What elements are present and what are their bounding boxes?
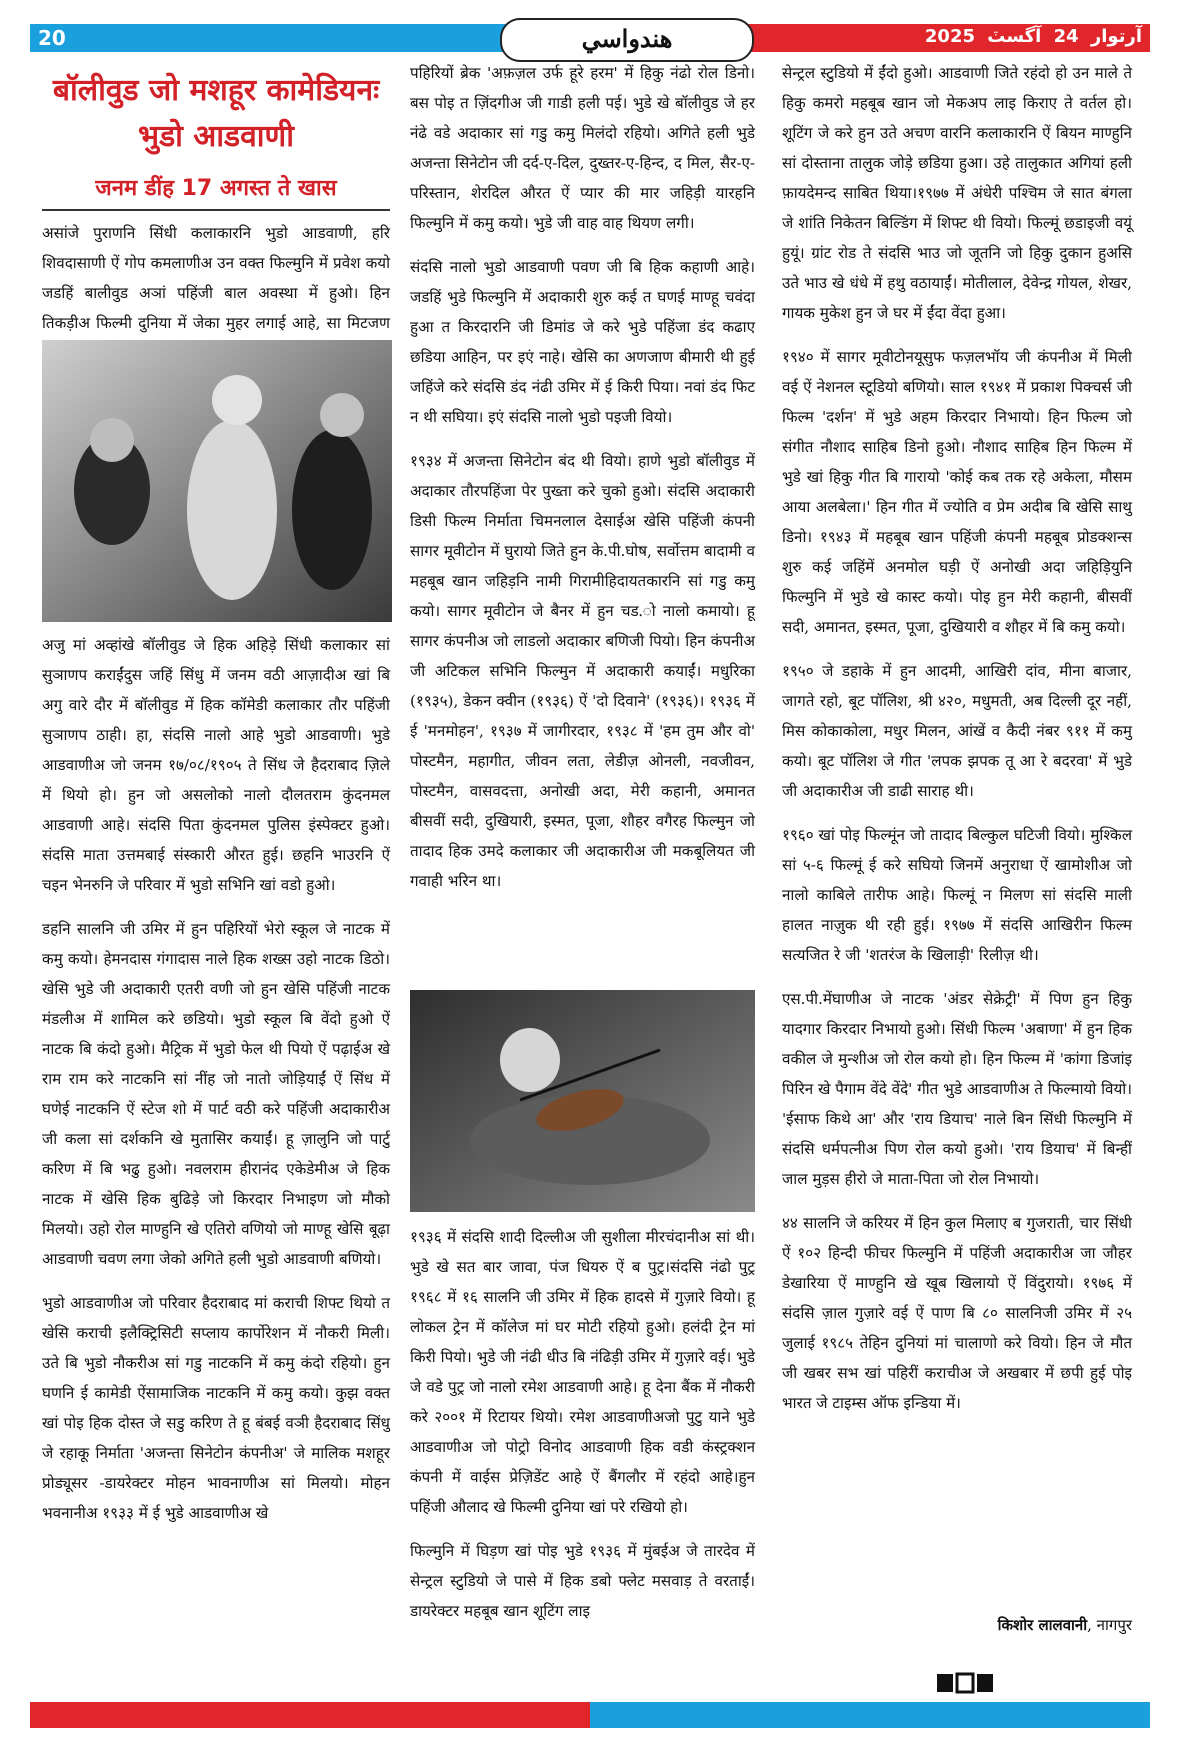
paragraph: संदसि नालो भुडो आडवाणी पवण जी बि हिक कहाणी आहे। जडहिं भुडे फिल्मुनि में अदाकारी शुरु कई त घणई माण्हू चवंदा हुआ त किरदारनि जी डिमांड जे करे भुडे पहिंजा डंद कढाए छडिया आहिन, पर इएं नाहे। खेसि का अणजाण बीमारी थी हुई जहिंजे करे संदसि डंद नंढी उमिर में ई किरी पिया। नवां डंद फिट न थी सघिया। इएं संदसि नालो भुडो पइजी वियो। — [410, 258, 755, 426]
column-1-body — [42, 630, 390, 1542]
column-3 — [782, 58, 1132, 1432]
paragraph: सेन्ट्रल स्टुडियो में ईंदो हुओ। आडवाणी जिते रहंदो हो उन माले ते हिकु कमरो महबूब खान जो मेकअप लाइ किराए ते वर्तल हो। शूटिंग जे करे हुन उते अचण वारनि कलाकारनि ऐं बियन माण्हुनि सां दोस्ताना तालुक जोड़े छडिया हुआ। उहे तालुकात अगियां हली फ़ायदेमन्द साबित थिया।१९७७ में अंधेरी पश्चिम जे सात बंगला जे शांति निकेतन बिल्डिंग में शिफ्ट थी वियो। फिल्मूं छडाइजी वयूं हुयूं। ग्रांट रोड ते संदसि भाउ जो जूतनि जो हिकु दुकान हुअसि उते भाउ खे धंधे में हथु वठायाईं। मोतीलाल, देवेन्द्र गोयल, शेखर, गायक मुकेश हुन जे घर में ईंदा वेंदा हुआ। — [782, 64, 1132, 322]
paragraph: पहिरियों ब्रेक 'अफ़ज़ल उर्फ हूरे हरम' में हिकु नंढो रोल डिनो। बस पोइ त ज़िंदगीअ जी गाडी हली पई। भुडे खे बॉलीवुड जे हर नंढे वडे अदाकार सां गडु कमु मिलंदो रहियो। अगिते हली भुडे अजन्ता सिनेटोन जी दर्द-ए-दिल, दुख्तर-ए-हिन्द, द मिल, सैर-ए-परिस्तान, शेरदिल औरत ऐं प्यार की मार जहिड़ी यारहनि फिल्मुनि में कमु कयो। भुडे जी वाह वाह थियण लगी। — [410, 64, 755, 232]
paragraph: १९३६ में संदसि शादी दिल्लीअ जी सुशीला मीरचंदानीअ सां थी। भुडे खे सत बार जावा, पंज धियरु ऐं ब पुट्र।संदसि नंढो पुट्र १९६८ में १६ सालनि जी उमिर में हिक हादसे में गुज़ारे वियो। हू लोकल ट्रेन में कॉलेज मां घर मोटी रहियो हुओ। हलंदी ट्रेन मां किरी पियो। भुडे जी नंढी धीउ बि नंढिड़ी उमिर में गुज़ारे वई। भुडे जे वडे पुट्र जो नालो रमेश आडवाणी आहे। हू देना बैंक में नौकरी करे २००१ में रिटायर थियो। रमेश आडवाणीअजो पुटु याने भुडे आडवाणीअ जो पोट्रो विनोद आडवाणी हिक वडी कंस्ट्रक्शन कंपनी में वाईस प्रेज़िडेंट आहे ऐं बैंगलौर में रहंदो आहे।हुन पहिंजी औलाद खे फिल्मी दुनिया खां परे रखियो हो। — [410, 1228, 755, 1516]
paragraph: भुडो आडवाणीअ जो परिवार हैदराबाद मां कराची शिफ्ट थियो त खेसि कराची इलैक्ट्रिसिटी सप्लाय कार्पोरेशन में नौकरी मिली। उते बि भुडो नौकरीअ सां गडु नाटकनि में कमु कंदो रहियो। हुन घणनि ई कामेडी ऐंसामाजिक नाटकनि में कमु कयो। कुझ वक्त खां पोइ हिक दोस्त जे सडु करिण ते हू बंबई वञी हैदराबाद सिंधु जे रहाकू निर्माता 'अजन्ता सिनेटोन कंपनीअ' जे मालिक मशहूर प्रोड्यूसर -डायरेक्टर मोहन भावनाणीअ सां मिलयो। मोहन भवनानीअ १९३३ में ई भुडे आडवाणीअ खे — [42, 1294, 390, 1522]
paragraph: असांजे पुराणनि सिंधी कलाकारनि भुडो आडवाणी, हरि शिवदासाणी ऐं गोप कमलाणीअ उन वक्त फिल्मुनि में प्रवेश कयो जडहिं बालीवुड अञां पहिंजी बाल अवस्था में हुओ। हिन तिकड़ीअ फिल्मी दुनिया में जेका मुहर लगाई आहे, सा मिटजण — [42, 224, 390, 332]
paragraph: १९६० खां पोइ फिल्मूंन जो तादाद बिल्कुल घटिजी वियो। मुश्किल सां ५-६ फिल्मूं ई करे सघियो जिनमें अनुराधा ऐं खामोशीअ जो नालो काबिले तारीफ आहे। फिल्मूं न मिलण सां संदसि माली हालत नाज़ुक थी रही हुई। १९७७ में संदसि आखिरीन फिल्म सत्यजित रे जी 'शतरंज के खिलाड़ी' रिलीज़ थी। — [782, 826, 1132, 964]
paragraph: १९५० जे डहाके में हुन आदमी, आखिरी दांव, मीना बाजार, जागते रहो, बूट पॉलिश, श्री ४२०, मधुमती, अब दिल्ली दूर नहीं, मिस कोकाकोला, मधुर मिलन, आंखें व कैदी नंबर ९११ में कमु कयो। बूट पॉलिश जे गीत 'लपक झपक तू आ रे बदरवा' में भुडे जी अदाकारीअ जी डाढी साराह थी। — [782, 662, 1132, 800]
title-divider — [42, 209, 390, 211]
author-name: किशोर लालवानी — [997, 1616, 1088, 1634]
column-2-bottom — [410, 1222, 755, 1640]
paragraph: १९३४ में अजन्ता सिनेटोन बंद थी वियो। हाणे भुडो बॉलीवुड में अदाकार तौरपहिंजा पेर पुख्ता करे चुको हुओ। संदसि अदाकारी डिसी फिल्म निर्माता चिमनलाल देसाईअ खेसि पहिंजी कंपनी सागर मूवीटोन में घुरायो जिते हुन के.पी.घोष, सर्वोत्तम बादामी व महबूब खान जहिड़नि नामी गिरामीहिदायतकारनि सां गडु कमु कयो। सागर मूवीटोन जे बैनर में हुन चड.ो नालो कमायो। हू सागर कंपनीअ जो लाडलो अदाकार बणिजी पियो। हिन कंपनीअ जी अटिकल सभिनि फिल्मुन में अदाकारी कयाईं। मधुरिका (१९३५), डेकन क्वीन (१९३६) ऐं 'दो दिवाने' (१९३६)। १९३६ में ई 'मनमोहन', १९३७ में जागीरदार, १९३८ में 'हम तुम और वो' पोस्टमैन, महागीत, जीवन लता, लेडीज़ ओनली, नवजीवन, पोस्टमैन, वासवदत्ता, अनोखी अदा, मेरी कहानी, अमानत बीसवीं सदी, दुखियारी, इस्मत, पूजा, शौहर वगैरह फिल्मुन जो तादाद हिक उमदे कलाकार जी अदाकारीअ जी मकबूलियत जी गवाही भरिन था। — [410, 452, 755, 890]
paragraph: १९४० में सागर मूवीटोनयूसुफ फज़लभॉय जी कंपनीअ में मिली वई ऐं नेशनल स्टूडियो बणियो। साल १९४१ में प्रकाश पिक्चर्स जी फिल्म 'दर्शन' में भुडे अहम किरदार निभायो। हिन फिल्म जो संगीत नौशाद साहिब डिनो हुओ। नौशाद साहिब हिन फिल्म में भुडे खां हिकु गीत बि गारायो 'कोई कब तक रहे अकेला, मौसम आया अलबेला।' हिन गीत में ज्योति व प्रेम अदीब बि खेसि साथु डिनो। १९४३ में महबूब खान पहिंजी कंपनी महबूब प्रोडक्शन्स शुरु कई जहिंमें अनमोल घड़ी ऐं अनोखी अदा जहिड़ियुनि फिल्मुनि में भुडे खे कास्ट कयो। पोइ हुन मेरी कहानी, बीसवीं सदी, अमानत, इस्मत, पूजा, दुखियारी व शौहर में बि कमु कयो। — [782, 348, 1132, 636]
author-place: , नागपुर — [1087, 1616, 1132, 1634]
paragraph: फिल्मुनि में घिड़ण खां पोइ भुडे १९३६ में मुंबईअ जे तारदेव में सेन्ट्रल स्टुडियो जे पासे में हिक डबो फ्लेट मसवाड़ ते वरताईं। डायरेक्टर महबूब खान शूटिंग लाइ — [410, 1542, 755, 1620]
author-byline — [782, 1615, 1132, 1635]
paragraph: अजु मां अव्हांखे बॉलीवुड जे हिक अहिड़े सिंधी कलाकार सां सुञाणप कराईंदुस जहिं सिंधु में जनम वठी आज़ादीअ खां बि अगु वारे दौर में बॉलीवुड में हिक कॉमेडी कलाकार तौर पहिंजी सुञाणप ठाही। हा, संदसि नालो आहे भुडो आडवाणी। भुडे आडवाणीअ जो जनम १७/०८/१९०५ ते सिंध जे हैदराबाद ज़िले में थियो हो। हुन जो असलोको नालो दौलतराम कुंदनमल आडवाणी आहे। संदसि पिता कुंदनमल पुलिस इंस्पेक्टर हुओ। संदसि माता उत्तमबाई संस्कारी औरत हुई। छहनि भाउरनि ऐं चइन भेनरुनि जे परिवार में भुडो सभिनि खां वडो हुओ। — [42, 636, 390, 894]
end-mark-icon — [935, 1670, 995, 1696]
page-number: 20 — [38, 26, 66, 50]
film-still-photo-2 — [410, 990, 755, 1212]
paragraph: डहनि सालनि जी उमिर में हुन पहिरियों भेरो स्कूल जे नाटक में कमु कयो। हेमनदास गंगादास नाले हिक शख्स उहो नाटक डिठो। खेसि भुडे जी अदाकारी एतरी वणी जो हुन खेसि पहिंजी नाटक मंडलीअ में शामिल करे छडियो। भुडो स्कूल बि वेंदो हुओ ऐं नाटक बि कंदो हुओ। मैट्रिक में भुडो फेल थी पियो ऐं पढ़ाईअ खे राम राम करे नाटकनि सां नींह जो नातो जोड़ियाईं ऐं सिंध में घणेई नाटकनि ऐं स्टेज शो में पार्ट वठी करे पहिंजी अदाकारीअ जी कला सां दर्शकनि खे मुतासिर कयाईं। हू ज़ालुनि जो पार्टु करिण में बि भढु हुओ। नवलराम हीरानंद एकेडेमीअ जे हिक नाटक में खेसि हिक बुढिड़े जो किरदार निभाइण जो मौको मिलयो। उहो रोल माण्हुनि खे एतिरो वणियो जो माण्हू खेसि बूढ़ा आडवाणी चवण लगा जेको अगिते हली भुडो आडवाणी बणियो। — [42, 920, 390, 1268]
column-2-top — [410, 58, 755, 910]
film-still-photo-1 — [42, 340, 392, 622]
footer-blue-bar — [590, 1702, 1150, 1728]
paragraph: एस.पी.मेंघाणीअ जे नाटक 'अंडर सेक्रेट्री' में पिण हुन हिकु यादगार किरदार निभायो हुओ। सिंधी फिल्म 'अबाणा' में हुन हिक वकील जे मुन्शीअ जो रोल कयो हो। हिन फिल्म में 'कांगा डिजांइ पिरिन खे पैगाम वेंदे वेंदे' गीत भुडे आडवाणीअ ते फिल्मायो वियो। 'ईसाफ किथे आ' और 'राय डियाच' नाले बिन सिंधी फिल्मुनि में संदसि धर्मपत्नीअ पिण रोल कयो हुओ। 'राय डियाच' में बिन्हीं जाल मुड़स हीरो जे माता-पिता जो रोल निभायो। — [782, 990, 1132, 1188]
footer-red-bar — [30, 1702, 590, 1728]
article-title: बॉलीवुड जो मशहूर कामेडियनः भुडो आडवाणी — [52, 73, 380, 154]
paragraph: ४४ सालनि जे करियर में हिन कुल मिलाए ब गुजराती, चार सिंधी ऐं १०२ हिन्दी फीचर फिल्मुनि में पहिंजी अदाकारीअ जा जौहर डेखारिया ऐं माण्हुनि खे खूब खिलायो ऐं विंदुरायो। १९७६ में संदसि ज़ाल गुज़ारे वई ऐं पाण बि ८० सालनिजी उमिर में २५ जुलाई १९८५ तेहिन दुनियां मां चालाणो करे वियो। हिन जे मौत जी खबर सभ खां पहिरीं कराचीअ जे अखबार में छपी हुई पोइ भारत जे टाइम्स ऑफ इन्डिया में। — [782, 1214, 1132, 1412]
header-left-bar — [30, 24, 530, 52]
article-subtitle: जनम डींह 17 अगस्त ते खास — [95, 176, 337, 201]
issue-date: آرتوار 24 آگسٽ 2025 — [924, 26, 1142, 47]
newspaper-logo: ھندواسي — [500, 18, 754, 62]
